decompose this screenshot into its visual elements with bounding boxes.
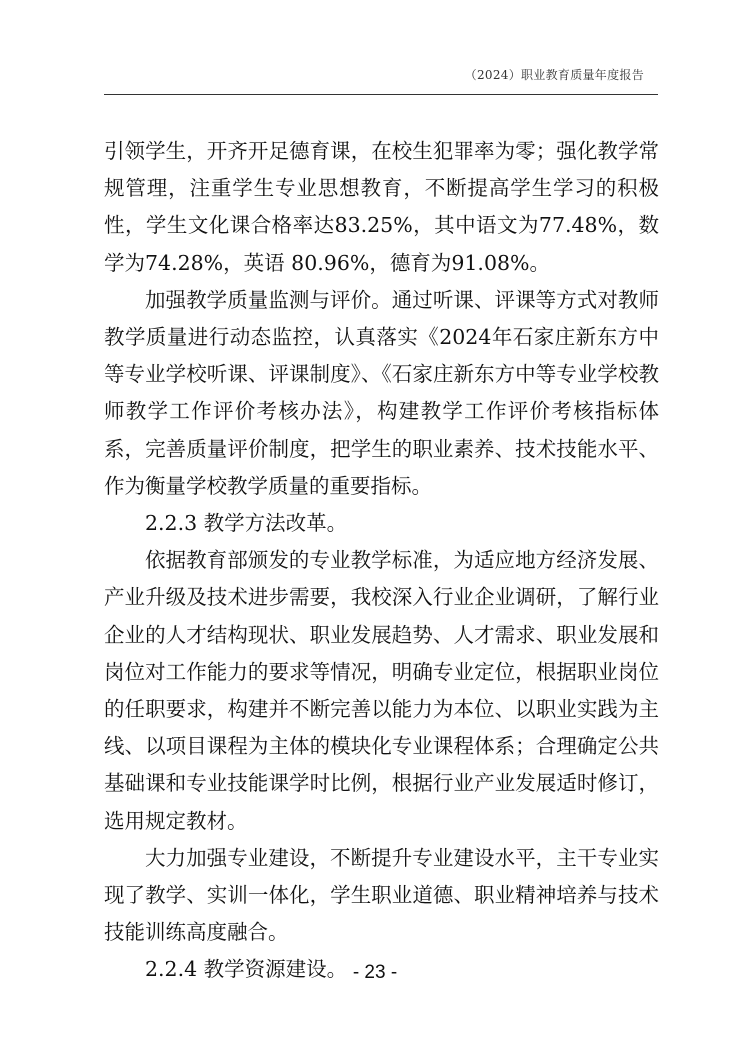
report-header-title: （2024）职业教育质量年度报告 [464,68,644,82]
page-number: - 23 - [352,962,398,983]
document-body [104,133,659,989]
header-divider [104,94,658,95]
section-heading-teaching-resources: 2.2.4 教学资源建设。 [145,957,348,982]
paragraph-moral-education: 引领学生，开齐开足德育课，在校生犯罪率为零；强化教学常规管理，注重学生专业思想教育，不断提高学生学习的积极性，学生文化课合格率达83.25%，其中语文为77.48%，数学为74.28%，英语 80.96%，德育为91.08%。 [104,139,659,275]
paragraph-quality-monitoring: 加强教学质量监测与评价。通过听课、评课等方式对教师教学质量进行动态监控，认真落实《2024年石家庄新东方中等专业学校听课、评课制度》、《石家庄新东方中等专业学校教师教学工作评价考核办法》，构建教学工作评价考核指标体系，完善质量评价制度，把学生的职业素养、技术技能水平、作为衡量学校教学质量的重要指标。 [104,287,659,498]
paragraph-major-construction: 大力加强专业建设，不断提升专业建设水平，主干专业实现了教学、实训一体化，学生职业道德、职业精神培养与技术技能训练高度融合。 [104,845,659,945]
paragraph-curriculum-system: 依据教育部颁发的专业教学标准，为适应地方经济发展、产业升级及技术进步需要，我校深入行业企业调研，了解行业企业的人才结构现状、职业发展趋势、人才需求、职业发展和岗位对工作能力的要求等情况，明确专业定位，根据职业岗位的任职要求，构建并不断完善以能力为本位、以职业实践为主线、以项目课程为主体的模块化专业课程体系；合理确定公共基础课和专业技能课学时比例，根据行业产业发展适时修订，选用规定教材。 [104,548,659,833]
section-heading-teaching-method-reform: 2.2.3 教学方法改革。 [145,511,348,536]
